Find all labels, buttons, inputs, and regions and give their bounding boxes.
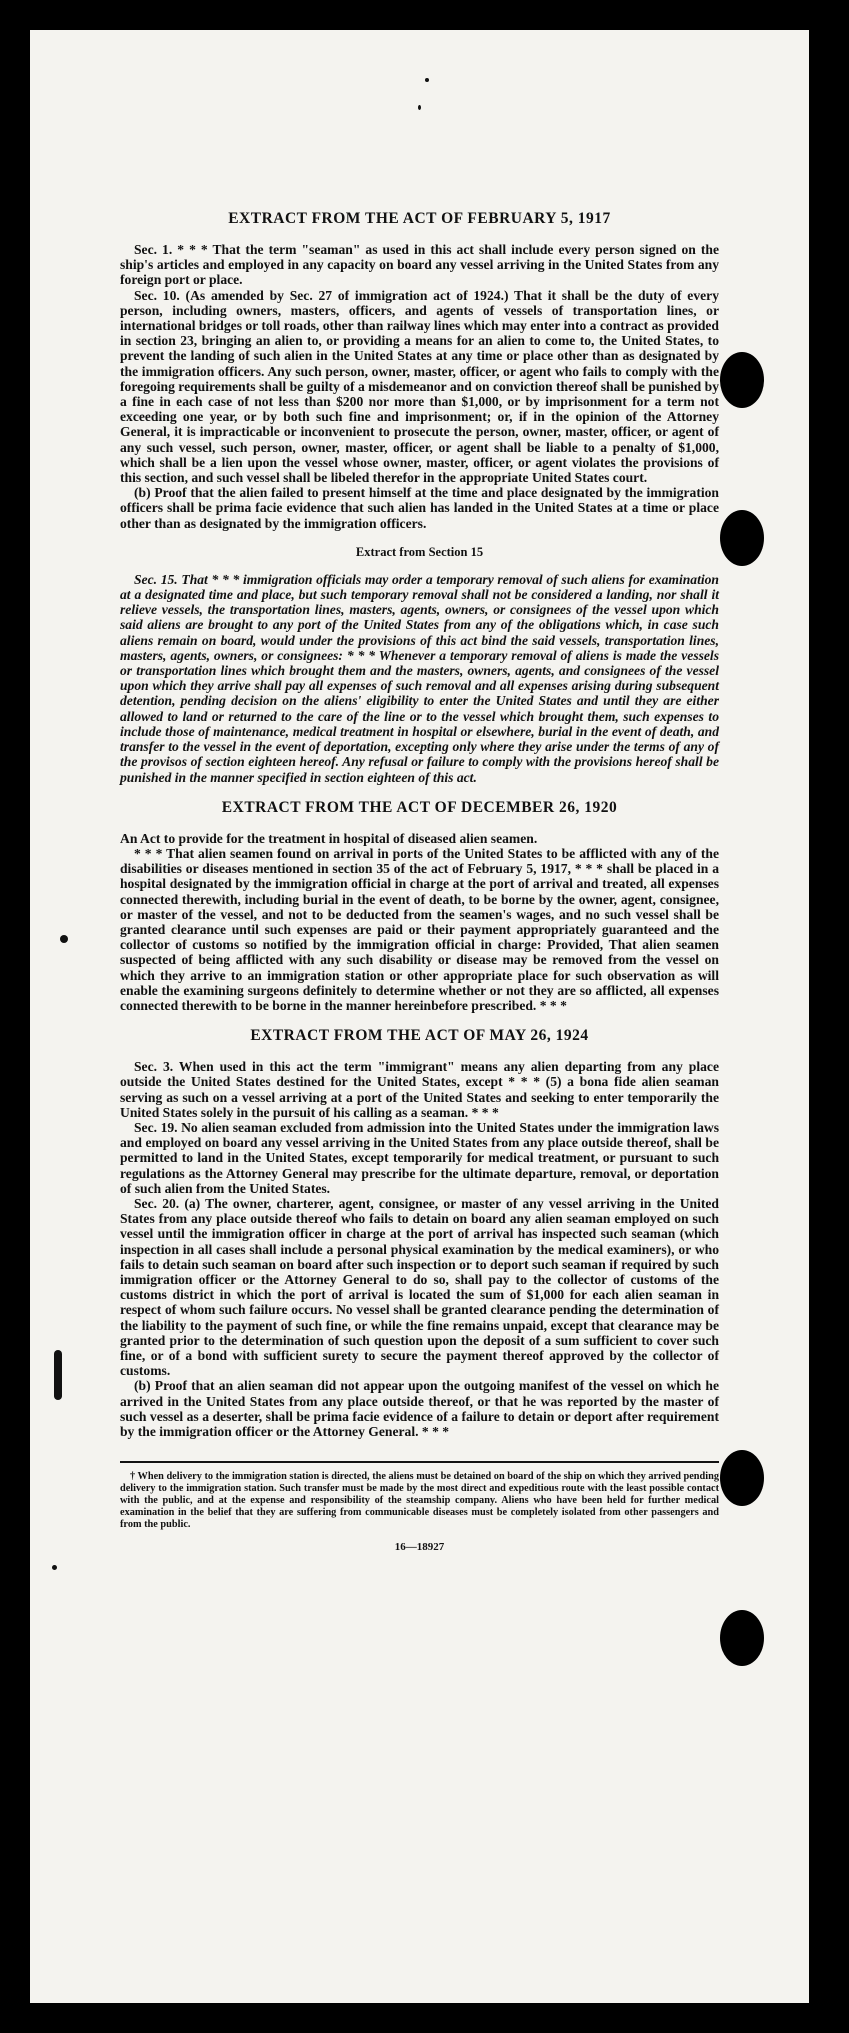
act-1924-section bbox=[120, 1027, 719, 1439]
sec1-paragraph: Sec. 1. * * * That the term "seaman" as used in this act shall include every person signed on the ship's articles and employed in any capacity on board any vessel arriving in the United States from any foreign port or place. bbox=[120, 242, 719, 288]
form-number: 16—18927 bbox=[394, 1541, 445, 1554]
blemish bbox=[418, 105, 421, 110]
act-1924-heading: EXTRACT FROM THE ACT OF MAY 26, 1924 bbox=[250, 1027, 589, 1045]
act-1917-section bbox=[120, 210, 719, 531]
sec10-paragraph: Sec. 10. (As amended by Sec. 27 of immigration act of 1924.) That it shall be the duty of every person, including owners, masters, officers, and agents of vessels of transportation lines, or international bridges or toll roads, other than railway lines which may enter into a contract as provided in section 23, bringing an alien to, or providing a means for an alien to come to, the United States, to prevent the landing of such alien in the United States at any time or place other than as designated by the immigration officers. Any such person, owner, master, officer, or agent who fails to comply with the foregoing requirements shall be guilty of a misdemeanor and on conviction thereof shall be punished by a fine in each case of not less than $200 nor more than $1,000, or by imprisonment for a term not exceeding one year, or by both such fine and imprisonment; or, if in the opinion of the Attorney General, it is impracticable or inconvenient to prosecute the person, owner, master, officer, or agent of any such vessel, such person, owner, master, officer, or agent shall be liable to a penalty of $1,000, which shall be a lien upon the vessel whose owner, master, officer, or agent violates the provisions of this section, and such vessel shall be libeled therefor in the appropriate United States court. bbox=[120, 287, 719, 486]
sec20a-paragraph: Sec. 20. (a) The owner, charterer, agent, consignee, or master of any vessel arriving in the United States from any place outside thereof who fails to detain on board any alien seaman employed on such vessel until the immigration officer in charge at the port of arrival has inspected such seaman (which inspection in all cases shall include a personal physical examination by the medical examiners), or who fails to detain such seaman on board after such inspection or to deport such seaman if required by such immigration officer or the Attorney General to do so, shall pay to the collector of customs of the customs district in which the port of arrival is located the sum of $1,000 for each alien seaman in respect of whom such failure occurs. No vessel shall be granted clearance pending the determination of the liability to the payment of such fine, or while the fine remains unpaid, except that clearance may be granted prior to the determination of such question upon the deposit of a sum sufficient to cover such fine, or of a bond with sufficient surety to secure the payment thereof approved by the collector of customs. bbox=[120, 1195, 719, 1379]
blemish bbox=[60, 935, 68, 943]
section15-extract bbox=[120, 545, 719, 785]
document-page bbox=[30, 30, 809, 2003]
punch-hole bbox=[720, 1450, 764, 1506]
act-1920-heading: EXTRACT FROM THE ACT OF DECEMBER 26, 1920 bbox=[221, 798, 618, 816]
blemish bbox=[54, 1350, 62, 1400]
sec15-paragraph: Sec. 15. That * * * immigration officials may order a temporary removal of such aliens for examination at a designated time and place, but such temporary removal shall not be considered a landing, nor shall it relieve vessels, the transportation lines, masters, agents, owners, or consignees of the vessel upon which said aliens are brought to any port of the United States from any of the obligations which, in case such aliens remain on board, would under the provisions of this act bind the said vessels, transportation lines, masters, agents, owners, or consignees: * * * Whenever a temporary removal of aliens is made the vessels or transportation lines which brought them and the masters, owners, agents, and consignees of the vessel upon which they arrive shall pay all expenses of such removal and all expenses arising during subsequent detention, pending decision on the aliens' eligibility to enter the United States and until they are either allowed to land or returned to the care of the line or to the vessel which brought them, such expenses to include those of maintenance, medical treatment in hospital or elsewhere, burial in the event of death, and transfer to the vessel in the event of deportation, excepting only where they arise under the terms of any of the provisos of section eighteen hereof. Any refusal or failure to comply with the provisions hereof shall be punished in the manner specified in section eighteen of this act. bbox=[120, 571, 719, 785]
punch-hole bbox=[720, 352, 764, 408]
punch-hole bbox=[720, 510, 764, 566]
sec20b-paragraph: (b) Proof that an alien seaman did not appear upon the outgoing manifest of the vessel on which he arrived in the United States from any place outside thereof, or that he was reported by the master of such vessel as a deserter, shall be prima facie evidence of a failure to detain or deport after requirement by the immigration officer or the Attorney General. * * * bbox=[120, 1378, 719, 1440]
blemish bbox=[425, 78, 429, 82]
section15-heading: Extract from Section 15 bbox=[355, 544, 484, 559]
footnote: † When delivery to the immigration station is directed, the aliens must be detained on board of the ship on which they arrived pending delivery to the immigration station. Such transfer must be made by the most direct and expeditious route with the least possible contact with the public, and at the expense and responsibility of the steamship company. Aliens who have been held for further medical examination in the belief that they are suffering from communicable diseases must be completely isolated from other passengers and from the public. bbox=[120, 1471, 719, 1531]
act-1920-paragraph: * * * That alien seamen found on arrival in ports of the United States to be afflicted with any of the disabilities or diseases mentioned in section 35 of the act of February 5, 1917, * * * shall be placed in a hospital designated by the immigration official in charge at the port of arrival and treated, all expenses connected therewith, including burial in the event of death, to be borne by the owner, agent, consignee, or master of the vessel, and not to be deducted from the seamen's wages, and no such vessel shall be granted clearance until such expenses are paid or their payment appropriately guaranteed and the collector of customs so notified by the immigration official in charge: Provided, That alien seamen suspected of being afflicted with any such disability or disease may be removed from the vessel on which they arrive to an immigration station or other appropriate place for such observation as will enable the examining surgeons definitely to determine whether or not they are so afflicted, all expenses connected therewith to be borne in the manner hereinbefore prescribed. * * * bbox=[120, 845, 719, 1013]
act-1920-section bbox=[120, 799, 719, 1013]
sec10b-paragraph: (b) Proof that the alien failed to present himself at the time and place designated by the immigration officers shall be prima facie evidence that such alien has landed in the United States at a time or place other than as designated by the immigration officers. bbox=[120, 485, 719, 531]
sec19-paragraph: Sec. 19. No alien seaman excluded from admission into the United States under the immigration laws and employed on board any vessel arriving in the United States from any place outside thereof, shall be permitted to land in the United States, except temporarily for medical treatment, or pursuant to such regulations as the Attorney General may prescribe for the ultimate departure, removal, or deportation of such alien from the United States. bbox=[120, 1119, 719, 1196]
footnote-divider bbox=[120, 1461, 719, 1463]
blemish bbox=[52, 1565, 57, 1570]
act-1917-heading: EXTRACT FROM THE ACT OF FEBRUARY 5, 1917 bbox=[228, 210, 611, 227]
punch-hole bbox=[720, 1610, 764, 1666]
sec3-paragraph: Sec. 3. When used in this act the term "immigrant" means any alien departing from any place outside the United States destined for the United States, except * * * (5) a bona fide alien seaman serving as such on a vessel arriving at a port of the United States and seeking to enter temporarily the United States solely in the pursuit of his calling as a seaman. * * * bbox=[120, 1059, 719, 1120]
act-1920-intro: An Act to provide for the treatment in hospital of diseased alien seamen. bbox=[120, 830, 538, 846]
